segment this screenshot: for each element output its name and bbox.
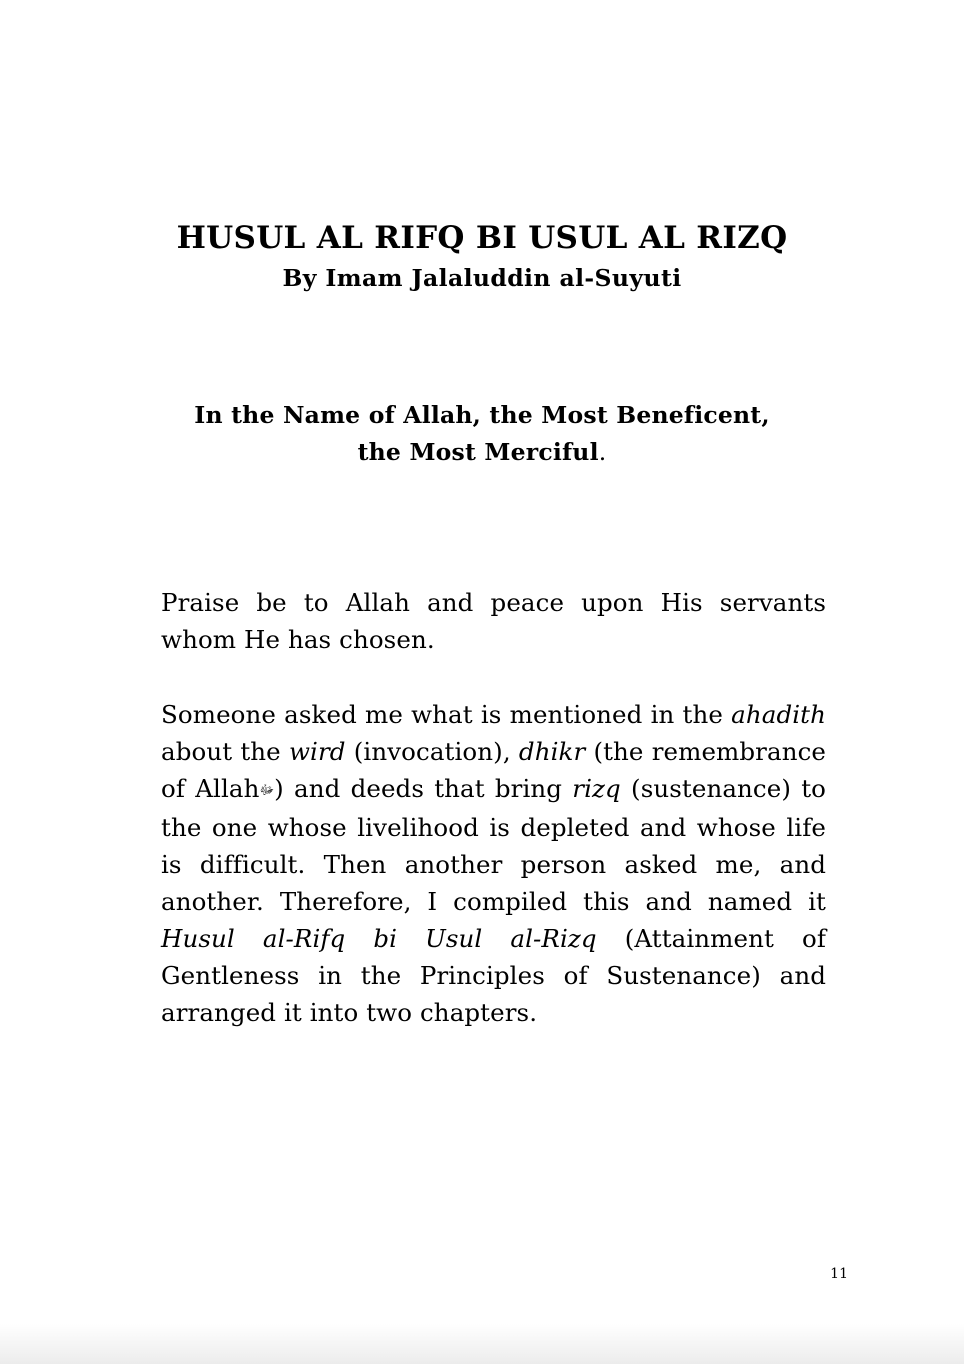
text-segment: (sustenance) to the one whose livelihood is depleted and whose life is difficult. Then another person asked me, and another. Therefore, I compiled this and named it	[161, 774, 827, 916]
basmala-line-2: the Most Merciful	[357, 438, 599, 466]
basmala	[150, 397, 814, 471]
basmala-period: .	[598, 438, 607, 466]
basmala-line-1: In the Name of Allah, the Most Beneficent,	[194, 401, 770, 429]
text-segment: (the remembrance of Allah	[161, 737, 826, 803]
paragraph-praise: Praise be to Allah and peace upon His servants whom He has chosen.	[161, 588, 826, 654]
italic-term-ahadith: ahadith	[731, 700, 826, 729]
text-segment: about the	[161, 737, 289, 766]
italic-term-rizq: rizq	[572, 774, 621, 803]
author-line: By Imam Jalaluddin al-Suyuti	[282, 264, 682, 292]
text-segment: (invocation),	[345, 737, 519, 766]
honorific-glyph: ﷻ	[259, 783, 275, 798]
italic-book-title: Husul al-Rifq bi Usul al-Rizq	[161, 924, 597, 953]
page-edge-shadow	[0, 1324, 964, 1364]
page-number: 11	[830, 1266, 848, 1282]
paragraph-introduction	[161, 696, 826, 1031]
text-segment: Someone asked me what is mentioned in the	[161, 700, 732, 729]
italic-term-dhikr: dhikr	[518, 737, 586, 766]
book-title: HUSUL AL RIFQ BI USUL AL RIZQ	[176, 220, 788, 256]
italic-term-wird: wird	[288, 737, 346, 766]
text-segment: (Attainment of Gentleness in the Principles of Sustenance) and arranged it into two chapters.	[161, 924, 826, 1027]
text-segment: ) and deeds that bring	[274, 774, 573, 803]
